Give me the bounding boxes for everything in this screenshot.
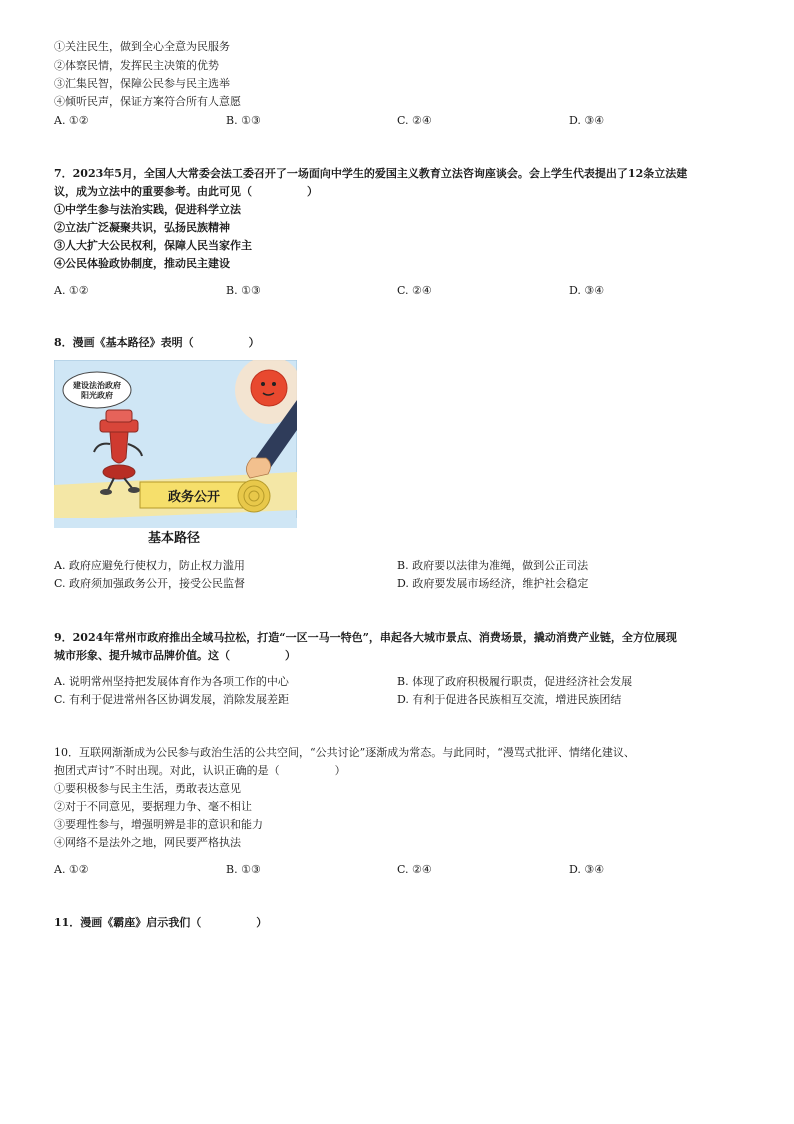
q9-stem-line2: 城市形象、提升城市品牌价值。这（ ）	[54, 649, 296, 662]
scroll-text: 政务公开	[167, 490, 221, 505]
q7-option-c: C. ②④	[397, 284, 432, 297]
q7-item-3: ③人大扩大公民权利，保障人民当家作主	[54, 239, 252, 252]
bubble-text-2: 阳光政府	[81, 391, 113, 400]
q11-stem: 11．漫画《霸座》启示我们（ ）	[54, 916, 268, 929]
cartoon-caption: 基本路径	[148, 531, 201, 546]
scroll-roll	[238, 480, 270, 512]
q6-option-c: C. ②④	[397, 114, 432, 127]
q6-item-1: ①关注民生，做到全心全意为民服务	[54, 40, 230, 53]
sun-icon	[251, 370, 287, 406]
q6-item-3: ③汇集民智，保障公民参与民主选举	[54, 77, 230, 90]
q7-item-2: ②立法广泛凝聚共识，弘扬民族精神	[54, 221, 230, 234]
q6-item-4: ④倾听民声，保证方案符合所有人意愿	[54, 95, 241, 108]
q6-option-b: B. ①③	[226, 114, 261, 127]
q7-option-d: D. ③④	[569, 284, 605, 297]
q9-stem-line1: 9．2024年常州市政府推出全域马拉松，打造“一区一马一特色”，串起各大城市景点、消费场景，撬动消费产业链，全方位展现	[54, 631, 677, 644]
q7-option-a: A. ①②	[54, 284, 89, 297]
q10-option-b: B. ①③	[226, 863, 261, 876]
speech-bubble	[63, 372, 131, 408]
q10-item-1: ①要积极参与民主生活，勇敢表达意见	[54, 782, 241, 795]
stamp-body	[110, 432, 128, 463]
q9-option-b: B. 体现了政府积极履行职责，促进经济社会发展	[397, 675, 633, 688]
q8-option-b: B. 政府要以法律为准绳，做到公正司法	[397, 559, 589, 572]
cartoon-basic-path	[54, 360, 297, 528]
q9-option-c: C. 有利于促进常州各区协调发展，消除发展差距	[54, 693, 290, 706]
q10-item-3: ③要理性参与，增强明辨是非的意识和能力	[54, 818, 263, 831]
q8-option-d: D. 政府要发展市场经济，维护社会稳定	[397, 577, 589, 590]
q7-option-b: B. ①③	[226, 284, 261, 297]
q8-option-a: A. 政府应避免行使权力，防止权力滥用	[54, 559, 245, 572]
q10-stem-line2: 抱团式声讨”不时出现。对此，认识正确的是（ ）	[54, 764, 346, 777]
q6-option-d: D. ③④	[569, 114, 605, 127]
q7-stem-line2: 议，成为立法中的重要参考。由此可见（ ）	[54, 185, 318, 198]
q10-option-a: A. ①②	[54, 863, 89, 876]
q10-item-2: ②对于不同意见，要据理力争、毫不相让	[54, 800, 252, 813]
q9-option-d: D. 有利于促进各民族相互交流，增进民族团结	[397, 693, 622, 706]
q7-stem-line1: 7．2023年5月，全国人大常委会法工委召开了一场面向中学生的爱国主义教育立法咨询座谈会。会上学生代表提出了12条立法建	[54, 167, 688, 180]
q9-option-a: A. 说明常州坚持把发展体育作为各项工作的中心	[54, 675, 289, 688]
q10-option-d: D. ③④	[569, 863, 605, 876]
q7-item-4: ④公民体验政协制度，推动民主建设	[54, 257, 230, 270]
q8-option-c: C. 政府须加强政务公开，接受公民监督	[54, 577, 246, 590]
q8-stem: 8．漫画《基本路径》表明（ ）	[54, 336, 260, 349]
bubble-text-1: 建设法治政府	[73, 381, 121, 390]
q6-option-a: A. ①②	[54, 114, 89, 127]
q10-item-4: ④网络不是法外之地，网民要严格执法	[54, 836, 241, 849]
q10-stem-line1: 10．互联网渐渐成为公民参与政治生活的公共空间，“公共讨论”逐渐成为常态。与此同时，“漫骂式批评、情绪化建议、	[54, 746, 635, 759]
q10-option-c: C. ②④	[397, 863, 432, 876]
q6-item-2: ②体察民情，发挥民主决策的优势	[54, 59, 219, 72]
q7-item-1: ①中学生参与法治实践，促进科学立法	[54, 203, 241, 216]
